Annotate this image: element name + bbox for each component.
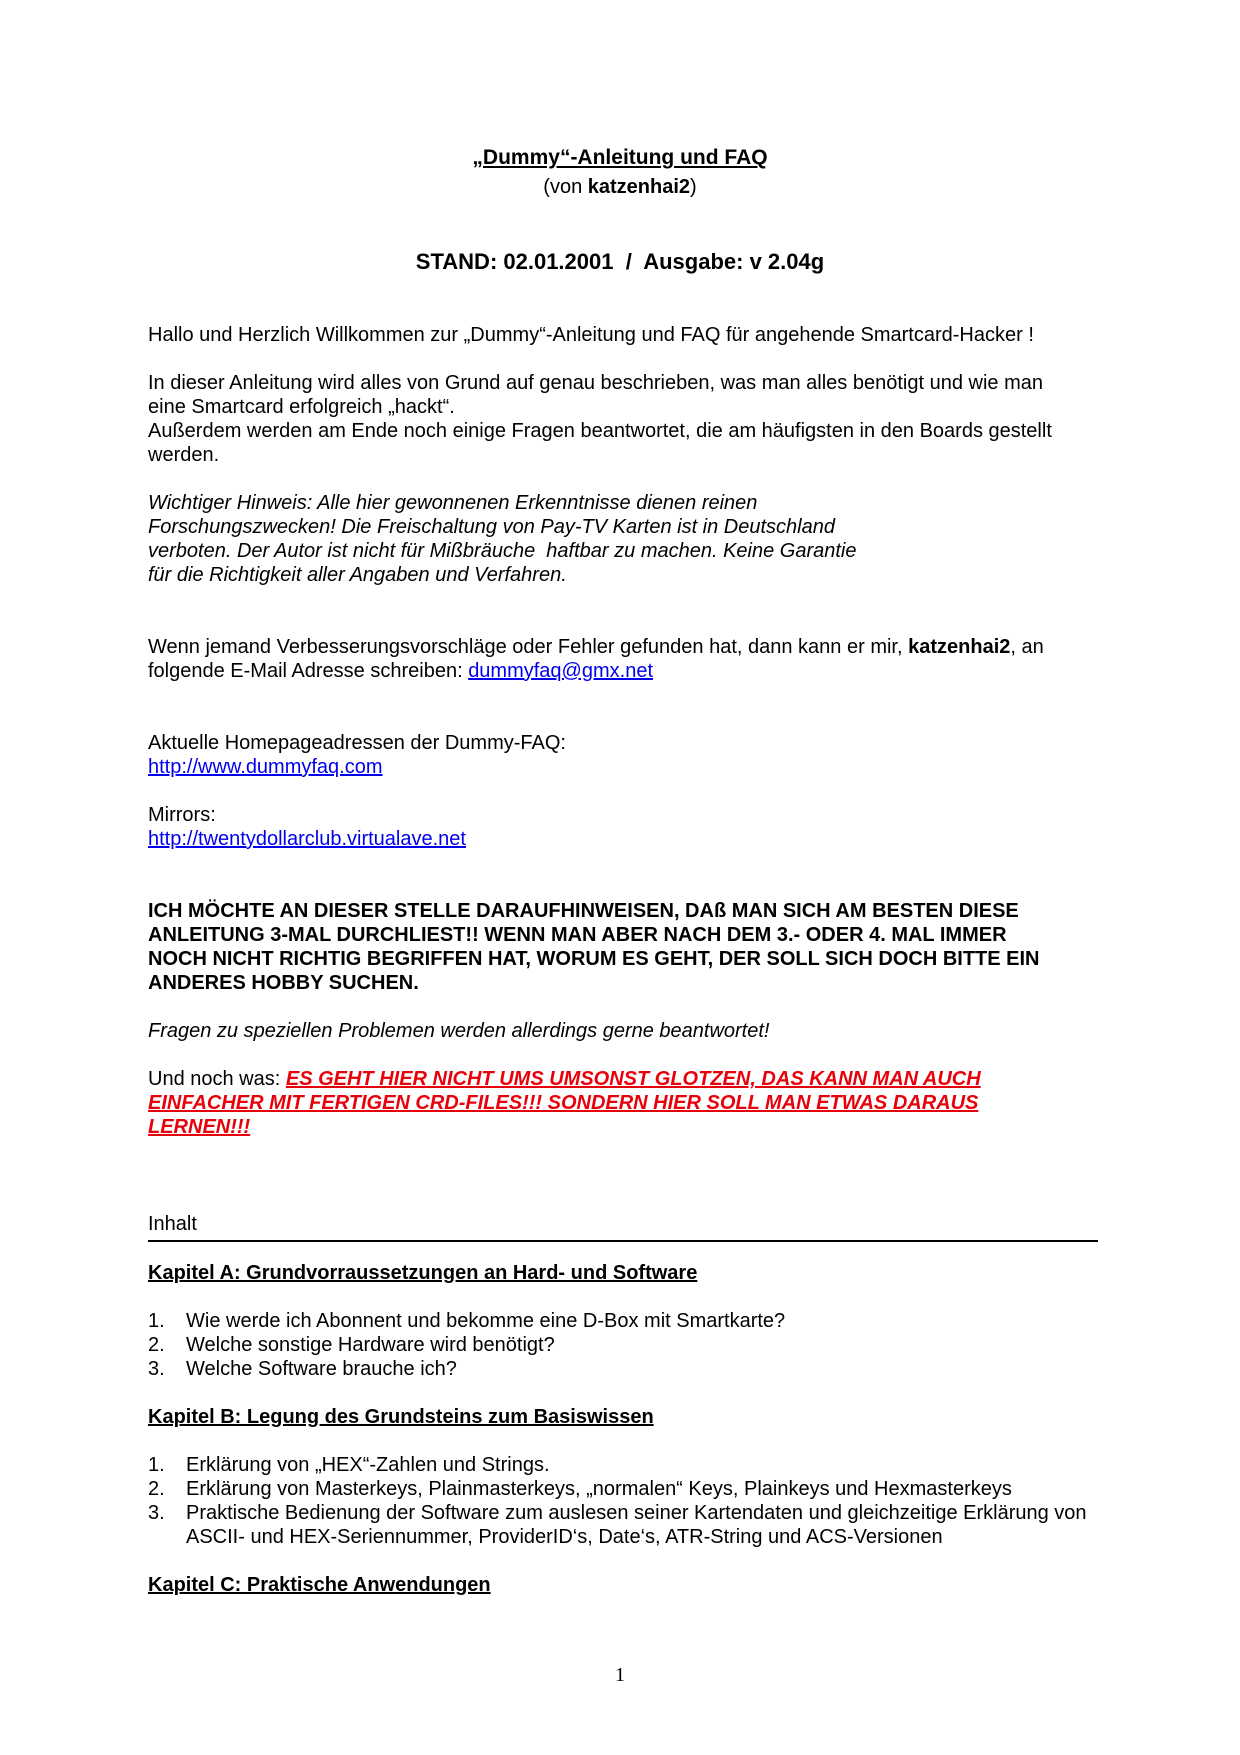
contact-text: folgende E-Mail Adresse schreiben: (148, 660, 469, 682)
red-warning-text: LERNEN!!! (148, 1116, 251, 1138)
chapter-a-list (148, 1309, 1098, 1381)
intro-line: Außerdem werden am Ende noch einige Fragen beantwortet, die am häufigsten in den Boards gestellt (148, 420, 1052, 442)
chapter-b-list (148, 1453, 1098, 1549)
document-title: „Dummy“-Anleitung und FAQ (472, 146, 768, 169)
list-item-number: 2. (148, 1334, 165, 1356)
disclaimer-line: Wichtiger Hinweis: Alle hier gewonnenen Erkenntnisse dienen reinen (148, 492, 758, 514)
questions-note: Fragen zu speziellen Problemen werden allerdings gerne beantwortet! (148, 1020, 770, 1042)
list-item (148, 1333, 1098, 1357)
contact-paragraph (148, 635, 1098, 683)
notice-line: ANDERES HOBBY SUCHEN. (148, 972, 419, 994)
homepage-link[interactable]: http://www.dummyfaq.com (148, 756, 383, 778)
version-stand: STAND: 02.01.2001 / Ausgabe: v 2.04g (415, 249, 825, 274)
red-warning-text: ES GEHT HIER NICHT UMS UMSONST GLOTZEN, DAS KANN MAN AUCH (285, 1068, 981, 1090)
intro-line: In dieser Anleitung wird alles von Grund auf genau beschrieben, was man alles benötigt und wie man (148, 372, 1043, 394)
red-warning-paragraph (148, 1067, 1098, 1139)
intro-paragraph (148, 371, 1098, 467)
contact-line-2 (148, 659, 1098, 683)
list-item-text: Praktische Bedienung der Software zum auslesen seiner Kartendaten und gleichzeitige Erklärung von ASCII- und HEX-Seriennummer, ProviderID‘s, Date‘s, ATR-String und ACS-Versionen (186, 1502, 1087, 1548)
toc-label: Inhalt (148, 1213, 197, 1235)
list-item (148, 1477, 1098, 1501)
list-item-number: 3. (148, 1502, 165, 1524)
document-subtitle (0, 175, 1240, 199)
list-item-text: Erklärung von Masterkeys, Plainmasterkeys, „normalen“ Keys, Plainkeys und Hexmasterkeys (186, 1478, 1012, 1500)
contact-author: katzenhai2 (908, 636, 1011, 658)
warning-prefix: Und noch was: (148, 1068, 286, 1090)
disclaimer-line: verboten. Der Autor ist nicht für Mißbräuche haftbar zu machen. Keine Garantie (148, 540, 857, 562)
list-item-number: 2. (148, 1478, 165, 1500)
chapter-c-heading: Kapitel C: Praktische Anwendungen (148, 1574, 491, 1596)
contact-text: Wenn jemand Verbesserungsvorschläge oder Fehler gefunden hat, dann kann er mir, (148, 636, 909, 658)
list-item (148, 1309, 1098, 1333)
divider (148, 1240, 1098, 1242)
list-item-text: Erklärung von „HEX“-Zahlen und Strings. (186, 1454, 550, 1476)
subtitle-author: katzenhai2 (587, 176, 691, 198)
notice-line: NOCH NICHT RICHTIG BEGRIFFEN HAT, WORUM ES GEHT, DER SOLL SICH DOCH BITTE EIN (148, 948, 1040, 970)
list-item-text: Welche sonstige Hardware wird benötigt? (186, 1334, 555, 1356)
list-item (148, 1357, 1098, 1381)
contact-line-1 (148, 635, 1098, 659)
red-warning-text: EINFACHER MIT FERTIGEN CRD-FILES!!! SONDERN HIER SOLL MAN ETWAS DARAUS (148, 1092, 979, 1114)
disclaimer-paragraph (148, 491, 1098, 587)
list-item-text: Wie werde ich Abonnent und bekomme eine D-Box mit Smartkarte? (186, 1310, 786, 1332)
disclaimer-line: Forschungszwecken! Die Freischaltung von Pay-TV Karten ist in Deutschland (148, 516, 835, 538)
list-item-number: 1. (148, 1454, 165, 1476)
subtitle-prefix: (von (543, 176, 588, 198)
list-item-number: 1. (148, 1310, 165, 1332)
list-item (148, 1501, 1098, 1549)
disclaimer-line: für die Richtigkeit aller Angaben und Verfahren. (148, 564, 567, 586)
intro-line: werden. (148, 444, 220, 466)
notice-paragraph (148, 899, 1098, 995)
list-item-text: Welche Software brauche ich? (186, 1358, 457, 1380)
chapter-b-heading: Kapitel B: Legung des Grundsteins zum Basiswissen (148, 1406, 654, 1428)
page-number: 1 (615, 1664, 625, 1686)
list-item (148, 1453, 1098, 1477)
chapter-a-heading: Kapitel A: Grundvorraussetzungen an Hard- und Software (148, 1262, 698, 1284)
mirrors-label: Mirrors: (148, 804, 216, 826)
list-item-number: 3. (148, 1358, 165, 1380)
intro-line: eine Smartcard erfolgreich „hackt“. (148, 396, 455, 418)
greeting-paragraph: Hallo und Herzlich Willkommen zur „Dummy“-Anleitung und FAQ für angehende Smartcard-Hacker ! (148, 324, 1034, 346)
mirror-link[interactable]: http://twentydollarclub.virtualave.net (148, 828, 466, 850)
notice-line: ANLEITUNG 3-MAL DURCHLIEST!! WENN MAN ABER NACH DEM 3.- ODER 4. MAL IMMER (148, 924, 1007, 946)
homepage-section (148, 731, 1098, 779)
mirrors-section (148, 803, 1098, 851)
homepage-label: Aktuelle Homepageadressen der Dummy-FAQ: (148, 732, 566, 754)
subtitle-suffix: ) (690, 176, 697, 198)
contact-text: , an (1010, 636, 1044, 658)
email-link[interactable]: dummyfaq@gmx.net (468, 660, 654, 682)
notice-line: ICH MÖCHTE AN DIESER STELLE DARAUFHINWEISEN, DAß MAN SICH AM BESTEN DIESE (148, 900, 1019, 922)
